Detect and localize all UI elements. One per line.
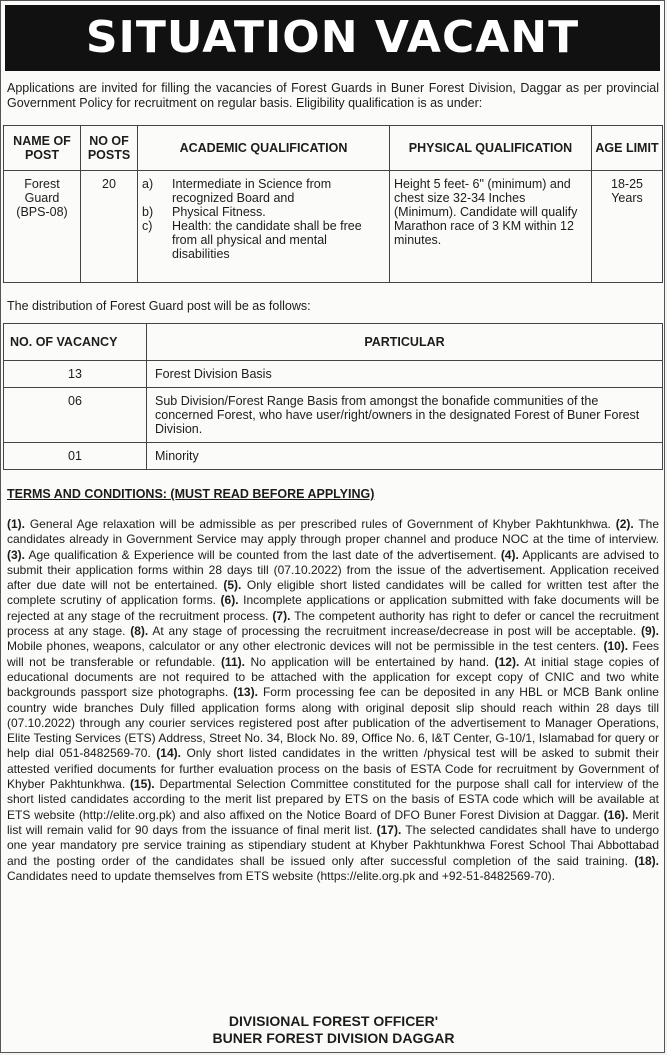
vacancy-particular: Sub Division/Forest Range Basis from amongst the bonafide communities of the concerned Forest, who have user/right/owners in the designated Forest of Buner Forest Division. [147,388,663,443]
term-text: The candidates already in Government Service may apply through proper channel and produce NOC at the time of interview. [7,517,659,547]
post-name-cell: Forest Guard (BPS-08) [4,171,81,283]
term-number: (2). [615,517,634,531]
signature-block [1,1013,666,1047]
col-age-limit: AGE LIMIT [592,126,663,171]
intro-paragraph: Applications are invited for filling the vacancies of Forest Guards in Buner Forest Division, Daggar as per provincial Government Policy for recruitment on regular basis. Eligibility qualification is as under: [7,81,659,110]
col-academic-qualification: ACADEMIC QUALIFICATION [138,126,390,171]
term-number: (13). [233,685,258,700]
term-text: Mobile phones, weapons, calculator or any other electronic devices will not be permissible in the test centers. [7,639,600,654]
academic-item [142,177,385,205]
term-number: (17). [376,822,402,837]
vacancy-count: 01 [4,443,147,470]
col-particular: PARTICULAR [147,324,663,361]
academic-list [142,177,385,261]
term-number: (8). [130,624,149,639]
vacancy-table [3,323,663,470]
vacancy-particular: Minority [147,443,663,470]
page-title: SITUATION VACANT [5,5,660,71]
posts-table-header-row [4,126,663,171]
term-text: No application will be entertained by hand. [250,654,490,669]
vacancy-count: 13 [4,361,147,388]
term-text: Merit list will remain valid for 90 days from the issuance of final merit list. [7,807,660,837]
term-number: (6). [220,593,239,608]
term-text: Candidates need to update themselves from ETS website (https://elite.org.pk and +92-51-8482569-70). [7,868,555,883]
posts-table [3,125,663,283]
vacancy-count: 06 [4,388,147,443]
table-row [4,171,663,283]
distribution-note: The distribution of Forest Guard post will be as follows: [7,299,311,313]
term-number: (16). [603,807,629,822]
table-row [4,443,663,470]
term-number: (15). [129,777,155,792]
term-number: (14). [156,746,181,761]
academic-item-mark: b) [142,205,154,219]
term-text: Only eligible short listed candidates will be called for written test after the complete scrutiny of application forms. [7,578,660,608]
academic-item-text: Intermediate in Science from recognized Board and [172,177,332,205]
col-no-of-vacancy: NO. OF VACANCY [4,324,147,361]
term-text: Only short listed candidates in the written /physical test will be asked to submit their attested verified documents for further evaluation process on the basis of ESTA Code for recruitment by Government of Khyber Pakhtunkhwa. [7,746,659,792]
term-number: (9). [640,624,659,639]
term-number: (12). [494,654,520,669]
terms-heading: TERMS AND CONDITIONS: (MUST READ BEFORE APPLYING) [7,487,375,501]
col-no-of-posts: NO OF POSTS [81,126,138,171]
term-text: Departmental Selection Committee constituted for the purpose shall call for interview of the short listed candidates according to the merit list prepared by ETS on the basis of ESTA code which will be available at ETS website (http://elite.org.pk) and also affixed on the Notice Board of DFO Buner Forest Division at Daggar. [7,777,659,822]
term-text: At initial stage copies of educational documents are not required to be attached with the application for except copy of CNIC and two white backgrounds passport size photographs. [7,654,660,700]
age-cell: 18-25 Years [592,171,663,283]
term-number: (7). [272,608,291,623]
term-text: Fees will not be transferable or refundable. [7,639,659,669]
term-text: General Age relaxation will be admissible as per prescribed rules of Government of Khyber Pakhtunkhwa. [29,517,611,531]
term-number: (10). [603,639,629,654]
post-count-cell: 20 [81,171,138,283]
term-text: Applicants are advised to submit their application forms within 28 days till (07.10.2022) from the issue of the advertisement. Application received after due date will not be entertained. [7,547,659,593]
academic-item-mark: c) [142,219,153,233]
term-text: Incomplete applications or application submitted with fake documents will be rejected at any stage of the recruitment process. [7,593,659,623]
academic-cell [138,171,390,283]
term-text: The selected candidates shall have to undergo one year mandatory pre service training as stipendiary student at Khyber Pakhtunkhwa Forest School Thai Abbottabad and the posting order of the candidates shall be issued only after successful completion of the said training. [7,822,659,868]
col-name-of-post: NAME OF POST [4,126,81,171]
signature-line-1: DIVISIONAL FOREST OFFICER' [228,1013,439,1029]
term-number: (11). [220,654,245,669]
academic-item-text: Health: the candidate shall be free from all physical and mental disabilities [172,219,362,261]
term-text: The competent authority has right to defer or cancel the recruitment process at any stage. [7,608,659,639]
vacancy-header-row [4,324,663,361]
term-number: (4). [500,547,519,562]
academic-item [142,219,385,261]
vacancy-particular: Forest Division Basis [147,361,663,388]
term-text: Form processing fee can be deposited in any HBL or MCB Bank online country wide branches Duly filled application forms along with original deposit slip should reach within 28 days till (07.10.2022) through any courier services registered post after publication of the advertisement to Manager Operations, Elite Testing Services (ETS) Address, Street No. 34, Block No. 89, Office No. 6, I&T Center, G-10/1, Islamabad for query or help dial 051-8482569-70. [7,685,659,761]
table-row [4,388,663,443]
signature-line-2: BUNER FOREST DIVISION DAGGAR [212,1030,455,1046]
academic-item-text: Physical Fitness. [172,205,266,219]
term-number: (1). [7,517,25,531]
table-row [4,361,663,388]
col-physical-qualification: PHYSICAL QUALIFICATION [390,126,592,171]
term-number: (3). [7,547,25,562]
academic-item [142,205,385,219]
academic-item-mark: a) [142,177,154,191]
term-number: (5). [223,578,242,593]
term-text: Age qualification & Experience will be counted from the last date of the advertisement. [28,547,497,562]
term-text: At any stage of processing the recruitment increase/decrease in post will be acceptable. [152,624,637,639]
terms-body [7,517,659,884]
physical-cell: Height 5 feet- 6" (minimum) and chest size 32-34 Inches (Minimum). Candidate will qualify Marathon race of 3 KM within 12 minutes. [390,171,592,283]
term-number: (18). [634,853,659,868]
